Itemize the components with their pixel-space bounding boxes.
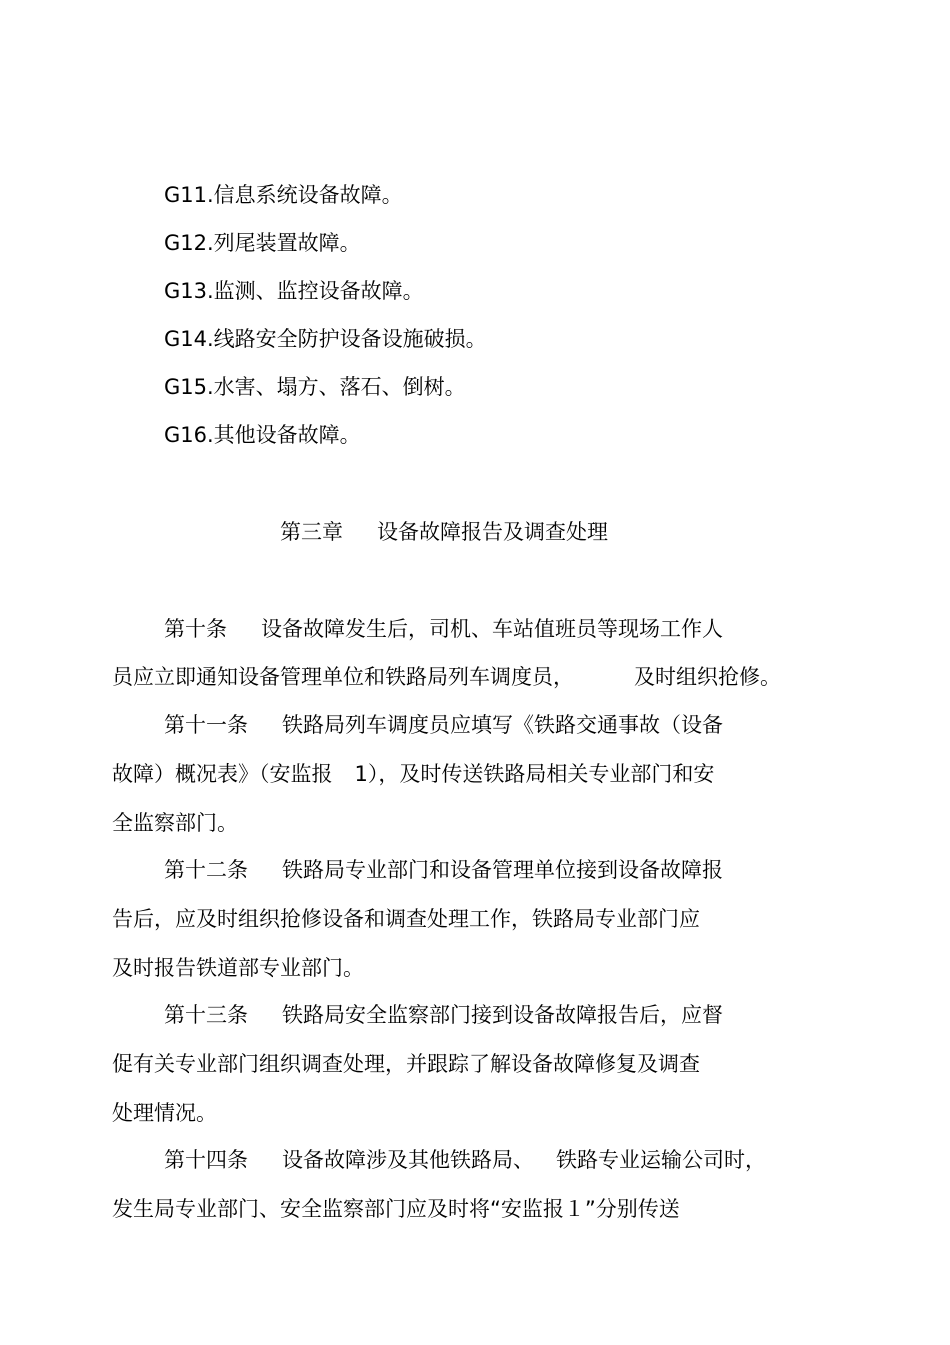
article-10-line-1 [164, 615, 723, 643]
article-14-text: 铁路专业运输公司时， [556, 1148, 766, 1172]
article-10-line-2 [112, 663, 781, 691]
list-item-g16: G16.其他设备故障。 [164, 423, 361, 447]
article-10-text: 设备故障发生后，司机、车站值班员等现场工作人 [261, 617, 723, 641]
article-10-text: 员应立即通知设备管理单位和铁路局列车调度员， [112, 665, 574, 689]
article-14-text: 设备故障涉及其他铁路局、 [282, 1148, 534, 1172]
list-item-g11: G11.信息系统设备故障。 [164, 183, 403, 207]
article-11-label: 第十一条 [164, 713, 248, 737]
article-11-line-2 [112, 760, 714, 788]
article-13-label: 第十三条 [164, 1003, 248, 1027]
article-12-line-1 [164, 856, 723, 884]
list-item-g12: G12.列尾装置故障。 [164, 231, 361, 255]
article-13-line-3: 处理情况。 [112, 1101, 217, 1125]
chapter-number: 第三章 [280, 520, 343, 544]
article-11-line-3: 全监察部门。 [112, 811, 238, 835]
article-11-text: 铁路局列车调度员应填写《铁路交通事故（设备 [282, 713, 723, 737]
article-14-line-2: 发生局专业部门、安全监察部门应及时将“安监报１”分别传送 [112, 1197, 680, 1221]
chapter-title: 设备故障报告及调查处理 [377, 520, 608, 544]
article-13-line-1 [164, 1001, 723, 1029]
list-item-g15: G15.水害、塌方、落石、倒树。 [164, 375, 466, 399]
article-12-text: 铁路局专业部门和设备管理单位接到设备故障报 [282, 858, 723, 882]
list-item-g13: G13.监测、监控设备故障。 [164, 279, 424, 303]
article-10-label: 第十条 [164, 617, 227, 641]
article-14-label: 第十四条 [164, 1148, 248, 1172]
article-10-text: 及时组织抢修。 [634, 665, 781, 689]
article-13-text: 铁路局安全监察部门接到设备故障报告后，应督 [282, 1003, 723, 1027]
article-11-line-1 [164, 711, 723, 739]
chapter-heading [280, 518, 608, 546]
article-12-line-3: 及时报告铁道部专业部门。 [112, 956, 364, 980]
article-14-line-1 [164, 1146, 766, 1174]
article-11-text: 故障）概况表》（安监报 [112, 762, 333, 786]
article-12-label: 第十二条 [164, 858, 248, 882]
article-13-line-2: 促有关专业部门组织调查处理，并跟踪了解设备故障修复及调查 [112, 1052, 700, 1076]
article-12-line-2: 告后，应及时组织抢修设备和调查处理工作，铁路局专业部门应 [112, 907, 700, 931]
article-11-text: 1），及时传送铁路局相关专业部门和安 [354, 762, 715, 786]
list-item-g14: G14.线路安全防护设备设施破损。 [164, 327, 487, 351]
